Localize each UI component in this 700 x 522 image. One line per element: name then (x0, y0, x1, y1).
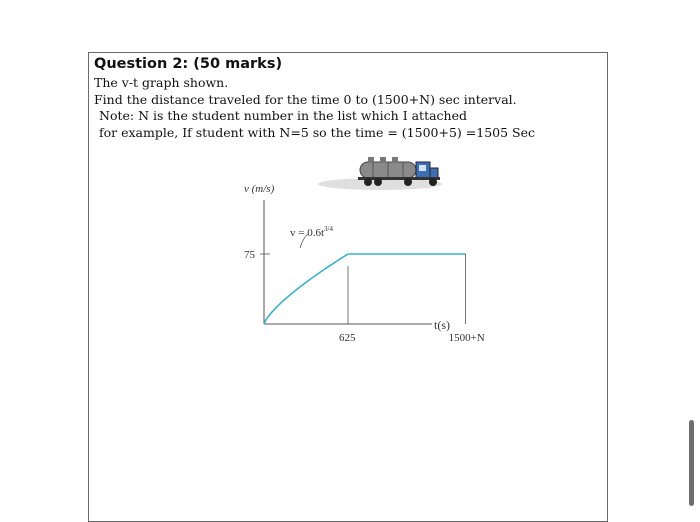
question-note: Note: N is the student number in the list which I attached (99, 108, 468, 123)
x-tick-label-end: 1500+N (448, 332, 485, 344)
curve-equation-text: v = 0.6t (290, 227, 325, 239)
question-title: Question 2: (50 marks) (94, 56, 283, 72)
y-axis-label: v (m/s) (244, 183, 275, 195)
question-line-2: Find the distance traveled for the time 0 to (1500+N) sec interval. (94, 92, 517, 107)
x-tick-label-625: 625 (339, 332, 356, 344)
question-line-1: The v-t graph shown. (94, 75, 229, 90)
v-t-graph (232, 178, 485, 358)
velocity-curve (264, 254, 348, 324)
x-axis-label: t(s) (434, 318, 450, 332)
curve-equation-exponent: 3/4 (324, 225, 333, 233)
question-example: for example, If student with N=5 so the time = (1500+5) =1505 Sec (99, 125, 535, 140)
curve-equation-label (290, 225, 333, 239)
y-tick-label-75: 75 (244, 249, 255, 261)
scrollbar-thumb[interactable] (689, 420, 694, 506)
